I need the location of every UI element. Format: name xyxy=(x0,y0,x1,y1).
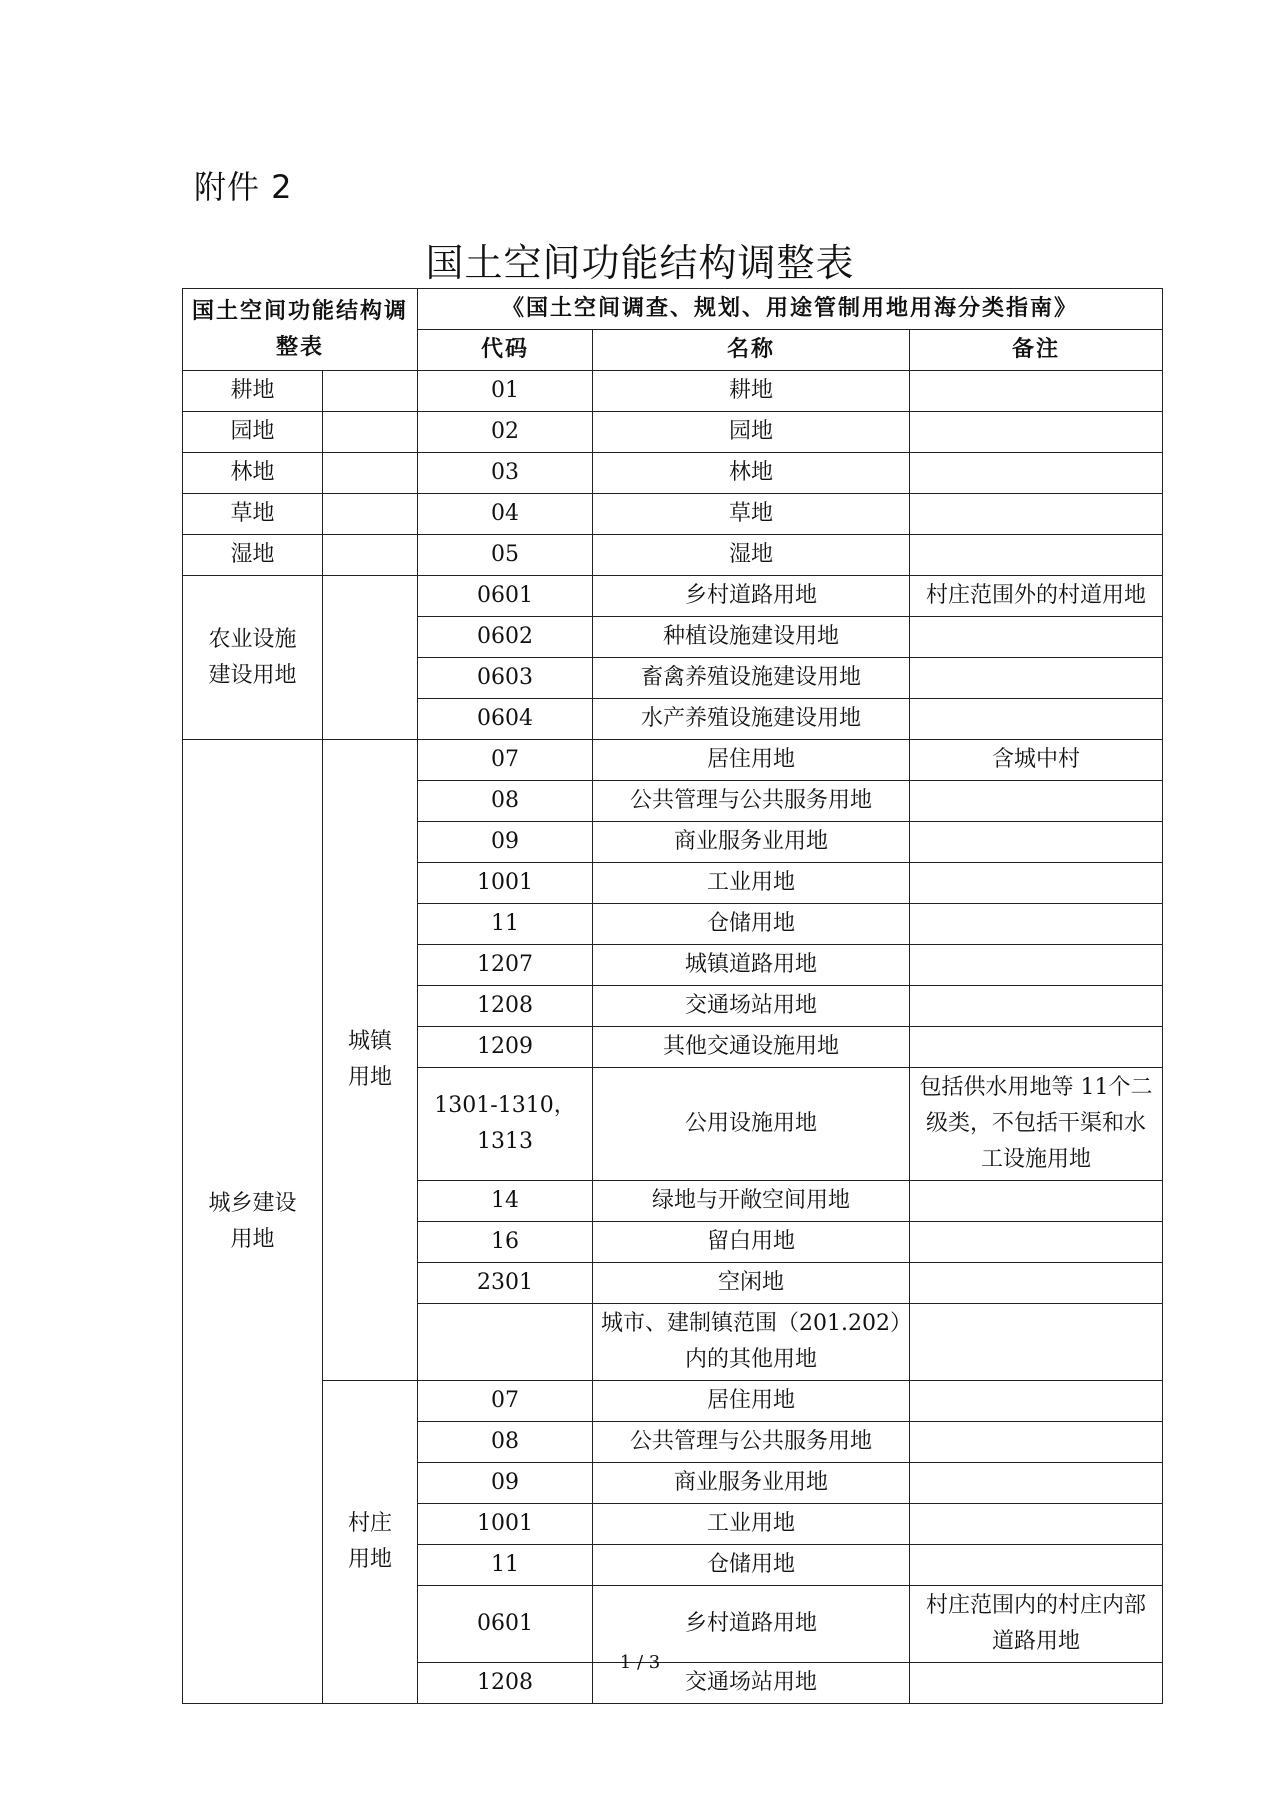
note-cell xyxy=(910,412,1163,453)
name-cell: 空闲地 xyxy=(593,1263,910,1304)
category-cell: 耕地 xyxy=(183,371,323,412)
col-header-guide: 《国土空间调查、规划、用途管制用地用海分类指南》 xyxy=(418,289,1163,330)
code-cell: 11 xyxy=(418,1545,593,1586)
empty-subcategory-cell xyxy=(323,412,418,453)
code-cell: 09 xyxy=(418,822,593,863)
code-cell: 0603 xyxy=(418,658,593,699)
name-cell: 公用设施用地 xyxy=(593,1068,910,1181)
empty-subcategory-cell xyxy=(323,453,418,494)
empty-subcategory-cell xyxy=(323,494,418,535)
empty-subcategory-cell xyxy=(323,371,418,412)
page-number: 1 / 3 xyxy=(619,1652,661,1673)
table-row xyxy=(183,576,1163,617)
category-cell: 园地 xyxy=(183,412,323,453)
code-cell: 0604 xyxy=(418,699,593,740)
name-cell: 留白用地 xyxy=(593,1222,910,1263)
code-cell: 1207 xyxy=(418,945,593,986)
name-cell: 林地 xyxy=(593,453,910,494)
note-cell xyxy=(910,904,1163,945)
note-cell xyxy=(910,822,1163,863)
name-cell: 其他交通设施用地 xyxy=(593,1027,910,1068)
name-cell: 乡村道路用地 xyxy=(593,576,910,617)
code-cell: 07 xyxy=(418,1381,593,1422)
table-row xyxy=(183,1381,1163,1422)
name-cell: 交通场站用地 xyxy=(593,986,910,1027)
category-cell: 林地 xyxy=(183,453,323,494)
col-header-adjustment: 国土空间功能结构调整表 xyxy=(183,289,418,371)
name-cell: 商业服务业用地 xyxy=(593,1463,910,1504)
code-cell: 1208 xyxy=(418,1663,593,1704)
col-header-note: 备注 xyxy=(910,330,1163,371)
code-cell: 03 xyxy=(418,453,593,494)
note-cell xyxy=(910,863,1163,904)
empty-subcategory-cell xyxy=(323,576,418,740)
note-cell xyxy=(910,1381,1163,1422)
name-cell: 乡村道路用地 xyxy=(593,1586,910,1663)
name-cell: 园地 xyxy=(593,412,910,453)
note-cell: 村庄范围外的村道用地 xyxy=(910,576,1163,617)
name-cell: 城镇道路用地 xyxy=(593,945,910,986)
name-cell: 种植设施建设用地 xyxy=(593,617,910,658)
category-cell: 草地 xyxy=(183,494,323,535)
note-cell xyxy=(910,1463,1163,1504)
table-row xyxy=(183,412,1163,453)
name-cell: 湿地 xyxy=(593,535,910,576)
note-cell xyxy=(910,453,1163,494)
code-cell: 1001 xyxy=(418,1504,593,1545)
note-cell xyxy=(910,494,1163,535)
table-row xyxy=(183,453,1163,494)
category-cell: 湿地 xyxy=(183,535,323,576)
note-cell xyxy=(910,371,1163,412)
note-cell xyxy=(910,1304,1163,1381)
name-cell: 公共管理与公共服务用地 xyxy=(593,1422,910,1463)
name-cell: 仓储用地 xyxy=(593,1545,910,1586)
code-cell: 0601 xyxy=(418,576,593,617)
note-cell xyxy=(910,1027,1163,1068)
note-cell xyxy=(910,945,1163,986)
name-cell: 水产养殖设施建设用地 xyxy=(593,699,910,740)
code-cell: 16 xyxy=(418,1222,593,1263)
name-cell: 居住用地 xyxy=(593,740,910,781)
table-row xyxy=(183,740,1163,781)
table-row xyxy=(183,371,1163,412)
note-cell: 含城中村 xyxy=(910,740,1163,781)
name-cell: 公共管理与公共服务用地 xyxy=(593,781,910,822)
note-cell xyxy=(910,1181,1163,1222)
name-cell: 商业服务业用地 xyxy=(593,822,910,863)
name-cell: 耕地 xyxy=(593,371,910,412)
code-cell: 1209 xyxy=(418,1027,593,1068)
code-cell: 1001 xyxy=(418,863,593,904)
note-cell xyxy=(910,781,1163,822)
note-cell xyxy=(910,658,1163,699)
code-cell: 01 xyxy=(418,371,593,412)
function-structure-table xyxy=(182,288,1163,1704)
code-cell: 1301-1310，1313 xyxy=(418,1068,593,1181)
code-cell: 02 xyxy=(418,412,593,453)
code-cell: 09 xyxy=(418,1463,593,1504)
table-body xyxy=(183,289,1163,1704)
note-cell xyxy=(910,1504,1163,1545)
table-row xyxy=(183,494,1163,535)
note-cell xyxy=(910,535,1163,576)
code-cell: 14 xyxy=(418,1181,593,1222)
name-cell: 城市、建制镇范围（201.202）内的其他用地 xyxy=(593,1304,910,1381)
col-header-name: 名称 xyxy=(593,330,910,371)
code-cell: 2301 xyxy=(418,1263,593,1304)
subcategory-cell: 城镇用地 xyxy=(323,740,418,1381)
name-cell: 仓储用地 xyxy=(593,904,910,945)
code-cell: 07 xyxy=(418,740,593,781)
code-cell: 0602 xyxy=(418,617,593,658)
code-cell: 08 xyxy=(418,781,593,822)
note-cell xyxy=(910,1422,1163,1463)
name-cell: 工业用地 xyxy=(593,1504,910,1545)
name-cell: 草地 xyxy=(593,494,910,535)
name-cell: 工业用地 xyxy=(593,863,910,904)
code-cell: 04 xyxy=(418,494,593,535)
note-cell xyxy=(910,1263,1163,1304)
code-cell: 11 xyxy=(418,904,593,945)
col-header-code: 代码 xyxy=(418,330,593,371)
code-cell: 05 xyxy=(418,535,593,576)
note-cell xyxy=(910,699,1163,740)
code-cell: 1208 xyxy=(418,986,593,1027)
code-cell: 0601 xyxy=(418,1586,593,1663)
subcategory-cell: 村庄用地 xyxy=(323,1381,418,1704)
name-cell: 交通场站用地 xyxy=(593,1663,910,1704)
table-row xyxy=(183,535,1163,576)
category-cell: 农业设施建设用地 xyxy=(183,576,323,740)
code-cell: 08 xyxy=(418,1422,593,1463)
empty-subcategory-cell xyxy=(323,535,418,576)
code-cell xyxy=(418,1304,593,1381)
note-cell xyxy=(910,617,1163,658)
name-cell: 居住用地 xyxy=(593,1381,910,1422)
note-cell xyxy=(910,986,1163,1027)
note-cell xyxy=(910,1545,1163,1586)
category-cell: 城乡建设用地 xyxy=(183,740,323,1704)
note-cell: 包括供水用地等 11个二级类，不包括干渠和水工设施用地 xyxy=(910,1068,1163,1181)
name-cell: 畜禽养殖设施建设用地 xyxy=(593,658,910,699)
note-cell: 村庄范围内的村庄内部道路用地 xyxy=(910,1586,1163,1663)
attachment-label: 附件 2 xyxy=(194,168,293,206)
page-title: 国土空间功能结构调整表 xyxy=(425,241,855,285)
header-row xyxy=(183,289,1163,330)
note-cell xyxy=(910,1222,1163,1263)
name-cell: 绿地与开敞空间用地 xyxy=(593,1181,910,1222)
